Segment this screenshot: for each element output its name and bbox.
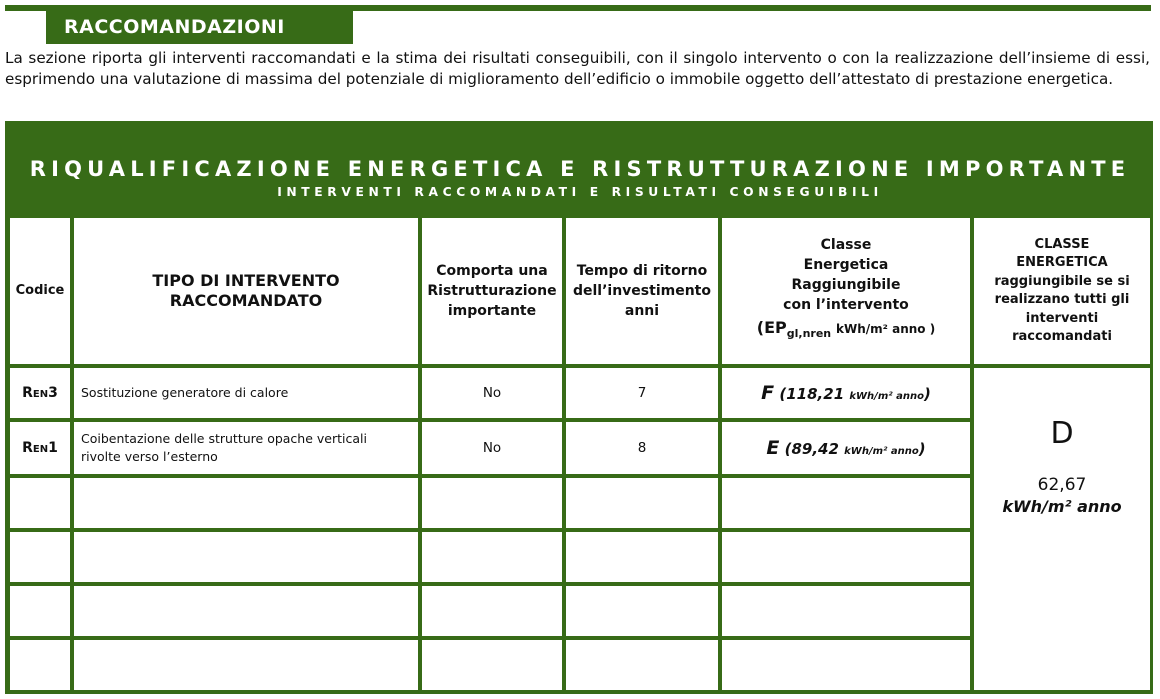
header-ristrutturazione: Comporta una Ristrutturazione importante [422, 218, 562, 364]
all-interventions-ep-unit: kWh/m² anno [1002, 497, 1122, 516]
header-tempo-ritorno: Tempo di ritorno dell’investimento anni [566, 218, 718, 364]
row-2-codice: Ren1 [10, 422, 70, 474]
header-classe-intervento: Classe Energetica Raggiungibile con l’intervento ($EP_{gl,nren}$ kWh/m² anno ) [722, 218, 970, 364]
table-banner-title: RIQUALIFICAZIONE ENERGETICA E RISTRUTTURAZIONE IMPORTANTE [29, 157, 1131, 181]
empty-row-cell [722, 532, 970, 582]
empty-row-cell [74, 586, 418, 636]
empty-row-cell [10, 586, 70, 636]
row-1-tempo-ritorno: 7 [566, 368, 718, 418]
header-classe-tutti-interventi: CLASSE ENERGETICA raggiungibile se si realizzano tutti gli interventi raccomandati [974, 218, 1150, 364]
row-1-ristrutturazione: No [422, 368, 562, 418]
row-1-tipo-intervento: Sostituzione generatore di calore [74, 368, 418, 418]
empty-row-cell [566, 586, 718, 636]
row-2-tipo-intervento: Coibentazione delle strutture opache verticali rivolte verso l’esterno [74, 422, 418, 474]
empty-row-cell [10, 640, 70, 690]
empty-row-cell [422, 532, 562, 582]
empty-row-cell [722, 586, 970, 636]
empty-row-cell [74, 532, 418, 582]
all-interventions-class-cell [974, 368, 1150, 690]
empty-row-cell [10, 478, 70, 528]
empty-row-cell [566, 532, 718, 582]
empty-row-cell [74, 478, 418, 528]
table-banner-subtitle: INTERVENTI RACCOMANDATI E RISULTATI CONSEGUIBILI [277, 185, 883, 199]
empty-row-cell [566, 640, 718, 690]
all-interventions-ep-value: 62,67 [1037, 475, 1087, 495]
row-1-classe-energetica: F (118,21 kWh/m² anno) [722, 368, 970, 418]
empty-row-cell [566, 478, 718, 528]
row-2-ristrutturazione: No [422, 422, 562, 474]
empty-row-cell [74, 640, 418, 690]
all-interventions-class-letter: D [1050, 416, 1074, 451]
header-codice: Codice [10, 218, 70, 364]
row-1-codice: Ren3 [10, 368, 70, 418]
empty-row-cell [422, 586, 562, 636]
empty-row-cell [422, 640, 562, 690]
empty-row-cell [722, 640, 970, 690]
header-tipo-intervento: TIPO DI INTERVENTO RACCOMANDATO [74, 218, 418, 364]
empty-row-cell [422, 478, 562, 528]
section-intro: La sezione riporta gli interventi raccomandati e la stima dei risultati conseguibili, con il singolo intervento o con la realizzazione dell’insieme di essi, esprimendo una valutazione di massima del potenziale di miglioramento dell’edificio o immobile oggetto dell’attestato di prestazione energetica. [5, 49, 1150, 88]
empty-row-cell [10, 532, 70, 582]
row-2-tempo-ritorno: 8 [566, 422, 718, 474]
section-title: RACCOMANDAZIONI [46, 11, 353, 44]
row-2-classe-energetica: E (89,42 kWh/m² anno) [722, 422, 970, 474]
empty-row-cell [722, 478, 970, 528]
